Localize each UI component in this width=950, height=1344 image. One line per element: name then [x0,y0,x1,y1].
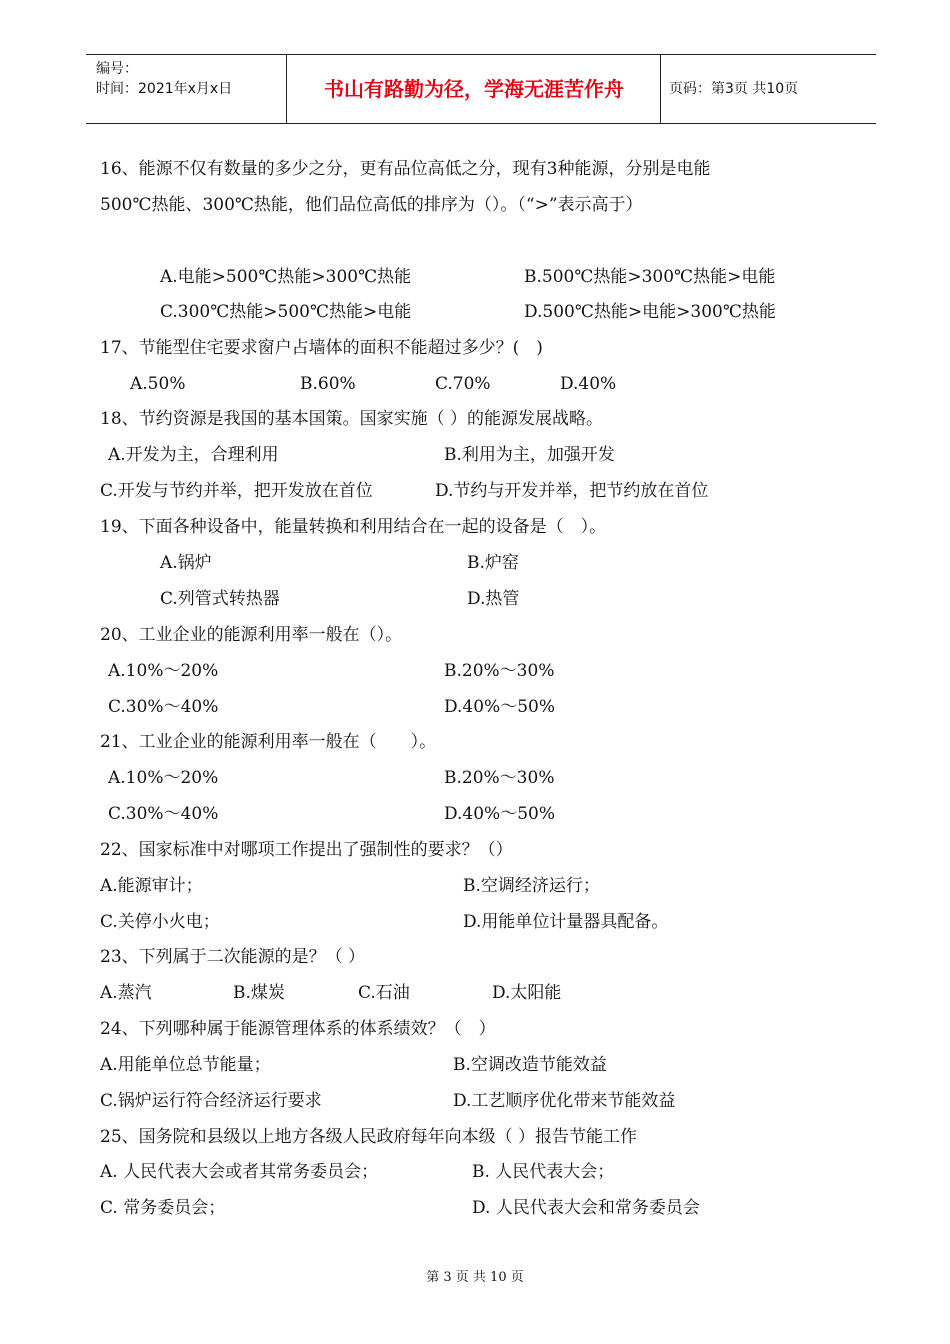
question-19-stem: 19、下面各种设备中，能量转换和利用结合在一起的设备是（ ）。 [100,517,607,537]
question-25-option-a: A. 人民代表大会或者其常务委员会； [100,1162,379,1182]
question-22-option-a: A.能源审计； [100,876,203,896]
question-18-option-c: C.开发与节约并举，把开发放在首位 [100,481,373,501]
page-footer: 第 3 页 共 10 页 [426,1270,524,1285]
header-divider [660,55,661,123]
question-19-option-c: C.列管式转热器 [160,589,280,609]
question-25-stem: 25、国务院和县级以上地方各级人民政府每年向本级（ ）报告节能工作 [100,1127,638,1147]
question-17-option-b: B.60% [300,374,356,394]
question-19-option-d: D.热管 [467,589,520,609]
question-23-option-c: C.石油 [358,983,410,1003]
question-19-option-b: B.炉窑 [467,553,519,573]
question-25-option-b: B. 人民代表大会； [472,1162,615,1182]
question-16-stem-cont: 500℃热能、300℃热能，他们品位高低的排序为（）。（“>”表示高于） [100,195,643,215]
question-21-option-d: D.40%～50% [444,804,555,824]
question-23-option-b: B.煤炭 [233,983,285,1003]
question-17-stem: 17、节能型住宅要求窗户占墙体的面积不能超过多少？( ) [100,338,543,358]
question-22-option-b: B.空调经济运行； [463,876,600,896]
question-18-option-b: B.利用为主，加强开发 [444,445,615,465]
question-16-option-c: C.300℃热能>500℃热能>电能 [160,302,412,322]
number-label: 编号： [96,61,138,77]
question-20-option-d: D.40%～50% [444,697,555,717]
question-24-stem: 24、下列哪种属于能源管理体系的体系绩效？（ ） [100,1019,496,1039]
question-16-option-a: A.电能>500℃热能>300℃热能 [160,267,412,287]
header-meta [96,59,232,99]
page-header [86,54,876,124]
question-21-option-b: B.20%～30% [444,768,555,788]
question-16-option-d: D.500℃热能>电能>300℃热能 [524,302,776,322]
question-20-option-b: B.20%～30% [444,661,555,681]
header-motto: 书山有路勤为径，学海无涯苦作舟 [324,77,624,101]
question-22-stem: 22、国家标准中对哪项工作提出了强制性的要求？（） [100,840,513,860]
question-24-option-a: A.用能单位总节能量； [100,1055,271,1075]
question-16-stem: 16、能源不仅有数量的多少之分，更有品位高低之分，现有3种能源，分别是电能 [100,159,711,179]
question-20-stem: 20、工业企业的能源利用率一般在（）。 [100,625,403,645]
question-17-option-a: A.50% [130,374,186,394]
question-22-option-c: C.关停小火电； [100,912,220,932]
question-24-option-c: C.锅炉运行符合经济运行要求 [100,1091,322,1111]
question-21-option-c: C.30%～40% [108,804,219,824]
question-20-option-c: C.30%～40% [108,697,219,717]
question-23-option-d: D.太阳能 [492,983,562,1003]
question-18-option-a: A.开发为主，合理利用 [108,445,279,465]
header-page-info: 页码：第3页 共10页 [669,81,799,97]
question-23-option-a: A.蒸汽 [100,983,152,1003]
question-24-option-d: D.工艺顺序优化带来节能效益 [453,1091,676,1111]
header-divider [286,55,287,123]
question-25-option-c: C. 常务委员会； [100,1198,226,1218]
time-label: 时间：2021年x月x日 [96,81,233,97]
question-22-option-d: D.用能单位计量器具配备。 [463,912,669,932]
question-17-option-d: D.40% [560,374,617,394]
question-21-option-a: A.10%～20% [108,768,219,788]
question-17-option-c: C.70% [435,374,491,394]
question-18-option-d: D.节约与开发并举，把节约放在首位 [435,481,709,501]
question-21-stem: 21、工业企业的能源利用率一般在（ ）。 [100,732,437,752]
question-23-stem: 23、下列属于二次能源的是？（ ） [100,947,366,967]
question-19-option-a: A.锅炉 [160,553,212,573]
question-16-option-b: B.500℃热能>300℃热能>电能 [524,267,776,287]
question-20-option-a: A.10%～20% [108,661,219,681]
question-18-stem: 18、节约资源是我国的基本国策。国家实施（ ）的能源发展战略。 [100,409,604,429]
question-24-option-b: B.空调改造节能效益 [453,1055,607,1075]
question-25-option-d: D. 人民代表大会和常务委员会 [472,1198,700,1218]
